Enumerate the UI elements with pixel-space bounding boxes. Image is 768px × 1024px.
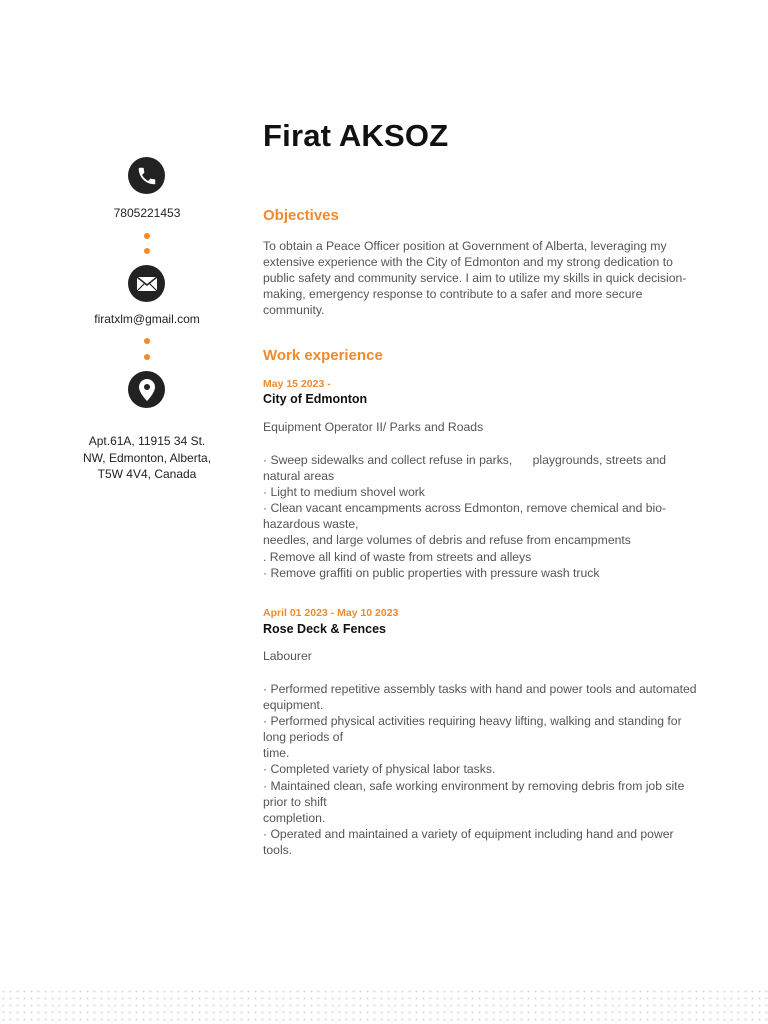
list-item: · Completed variety of physical labor tasks.: [263, 762, 496, 777]
objectives-heading: Objectives: [263, 207, 339, 224]
separator-dot: [144, 338, 150, 344]
address-line: T5W 4V4, Canada: [97, 467, 197, 481]
phone-number: 7805221453: [113, 206, 181, 220]
separator-dot: [144, 354, 150, 360]
envelope-icon: [128, 265, 165, 302]
candidate-name: Firat AKSOZ: [263, 118, 449, 153]
job-company: Rose Deck & Fences: [263, 622, 386, 636]
job-duties-list: [263, 681, 703, 858]
objectives-text: To obtain a Peace Officer position at Government of Alberta, leveraging my extensive experience with the City of Edmonton and my strong dedication to public safety and community service. I aim to utilize my skills in quick decision-making, emergency response to contribute to a safer and more secure community.: [263, 239, 687, 318]
list-item: · Maintained clean, safe working environment by removing debris from job site prior to shift: [263, 778, 685, 809]
list-item: · Remove graffiti on public properties with pressure wash truck: [263, 565, 600, 580]
location-pin-icon: [128, 371, 165, 408]
list-item: · Clean vacant encampments across Edmonton, remove chemical and bio-hazardous waste,: [263, 501, 667, 532]
job-role: Labourer: [263, 649, 312, 663]
list-item: completion.: [263, 810, 326, 825]
footer-dot-pattern: [0, 988, 768, 1024]
job-duties-list: [263, 452, 703, 581]
work-experience-heading: Work experience: [263, 347, 383, 364]
list-item: time.: [263, 746, 290, 761]
list-item: needles, and large volumes of debris and refuse from encampments: [263, 533, 631, 548]
job-company: City of Edmonton: [263, 392, 368, 406]
address-line: Apt.61A, 11915 34 St.: [88, 434, 206, 448]
list-item: · Performed physical activities requiring heavy lifting, walking and standing for long periods of: [263, 714, 682, 745]
job-date: April 01 2023 - May 10 2023: [263, 607, 399, 619]
phone-icon: [128, 157, 165, 194]
list-item: . Remove all kind of waste from streets and alleys: [263, 549, 532, 564]
email-address: firatxlm@gmail.com: [94, 312, 200, 326]
address-line: NW, Edmonton, Alberta,: [82, 450, 212, 465]
job-role: Equipment Operator II/ Parks and Roads: [263, 420, 484, 434]
list-item: · Performed repetitive assembly tasks with hand and power tools and automated equipment.: [263, 682, 697, 713]
list-item: · Sweep sidewalks and collect refuse in parks, playgrounds, streets and natural areas: [263, 453, 670, 484]
list-item: · Light to medium shovel work: [263, 485, 425, 500]
separator-dot: [144, 233, 150, 239]
job-date: May 15 2023 -: [263, 378, 331, 390]
postal-address: [56, 433, 238, 483]
list-item: · Operated and maintained a variety of equipment including hand and power tools.: [263, 826, 674, 857]
separator-dot: [144, 248, 150, 254]
